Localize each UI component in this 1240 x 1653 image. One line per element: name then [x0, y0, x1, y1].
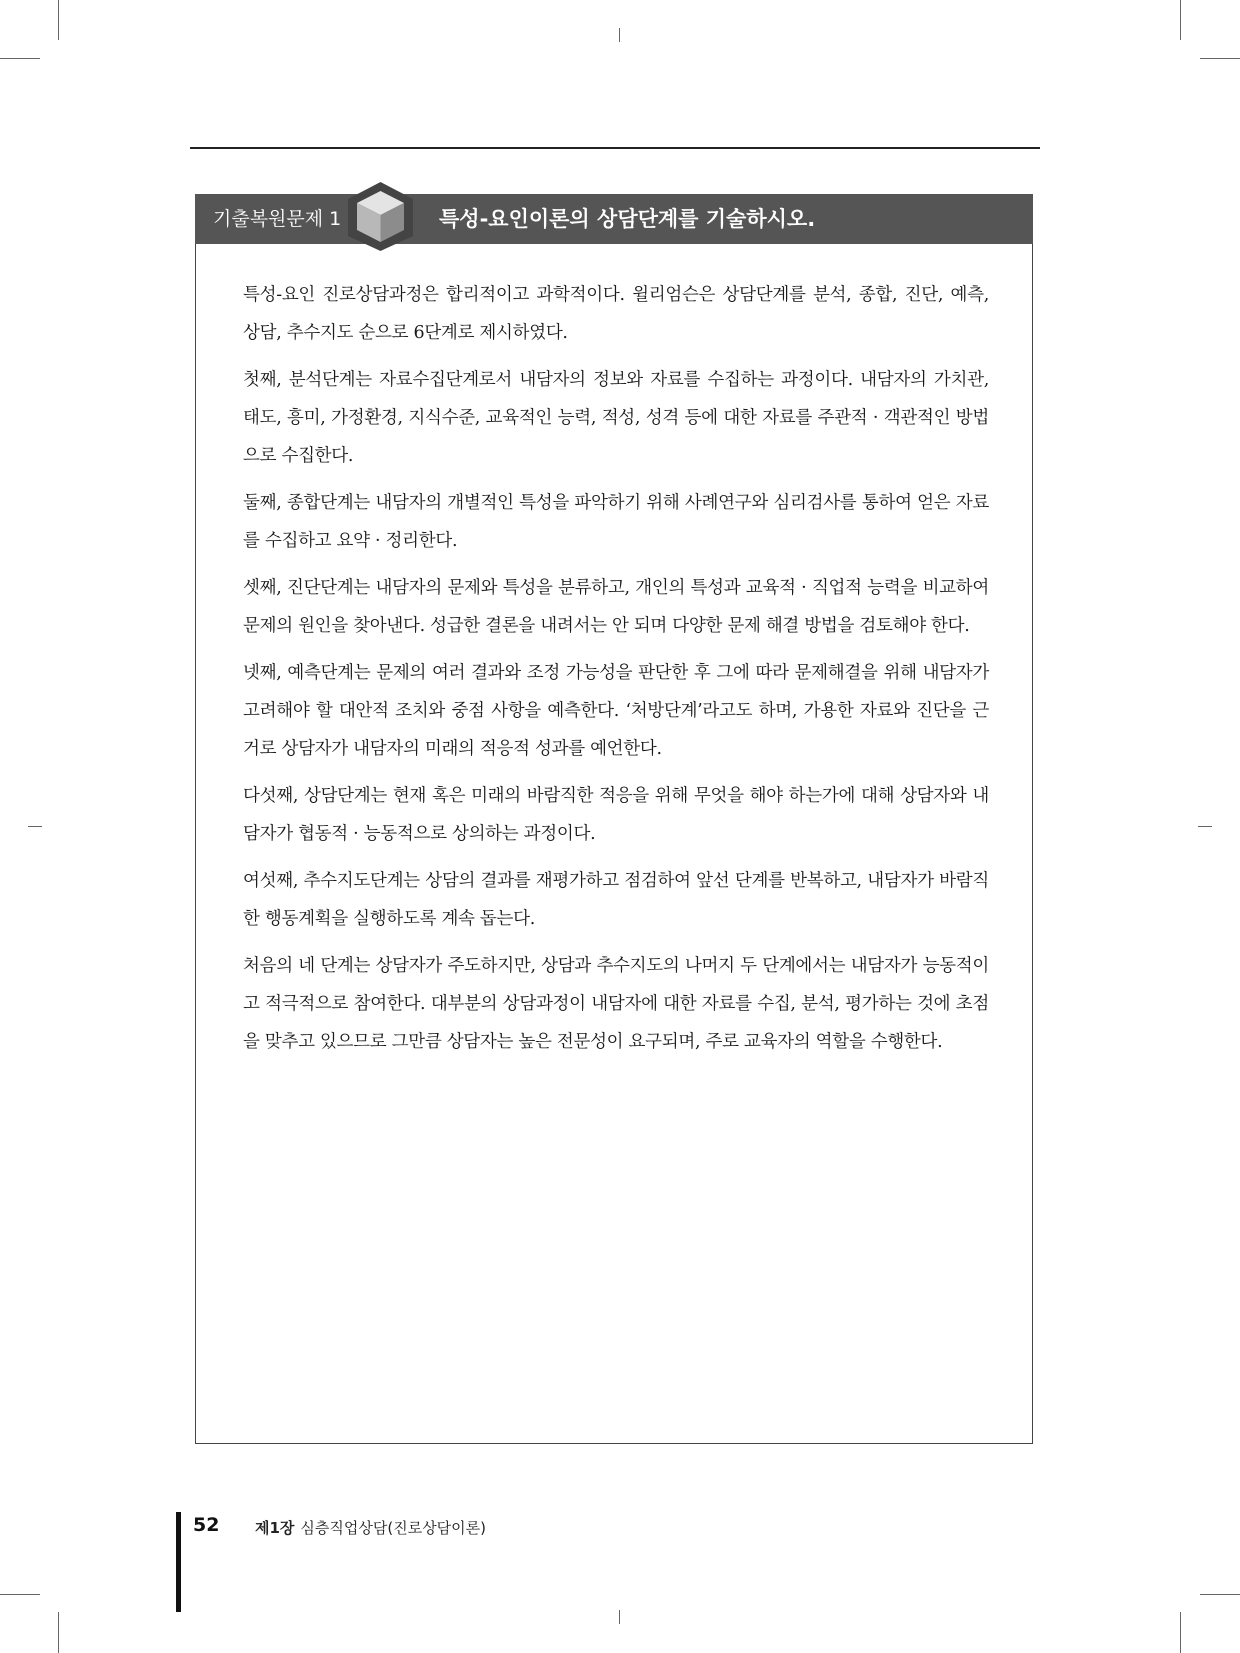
crop-mark: [0, 58, 40, 59]
question-label: 기출복원문제 1: [213, 208, 342, 230]
chapter-label: 제1장: [255, 1519, 295, 1537]
crop-mark: [58, 0, 59, 40]
crop-mark: [1200, 58, 1240, 59]
answer-body: [243, 276, 989, 1070]
chapter-title: 심층직업상담(진로상담이론): [300, 1519, 487, 1537]
paragraph: 다섯째, 상담단계는 현재 혹은 미래의 바람직한 적응을 위해 무엇을 해야 하는가에 대해 상담자와 내담자가 협동적 · 능동적으로 상의하는 과정이다.: [243, 786, 989, 844]
crop-mark: [619, 28, 620, 42]
paragraph: 여섯째, 추수지도단계는 상담의 결과를 재평가하고 점검하여 앞선 단계를 반복하고, 내담자가 바람직한 행동계획을 실행하도록 계속 돕는다.: [243, 871, 989, 929]
crop-mark: [0, 1594, 40, 1595]
crop-mark: [1180, 0, 1181, 40]
question-title: 특성-요인이론의 상담단계를 기술하시오.: [439, 207, 816, 231]
crop-mark: [1200, 1594, 1240, 1595]
paragraph: 특성-요인 진로상담과정은 합리적이고 과학적이다. 윌리엄슨은 상담단계를 분석, 종합, 진단, 예측, 상담, 추수지도 순으로 6단계로 제시하였다.: [243, 285, 989, 343]
page-number: 52: [193, 1514, 220, 1536]
chapter-info: [255, 1517, 486, 1538]
cube-icon: [343, 179, 418, 254]
paragraph: 넷째, 예측단계는 문제의 여러 결과와 조정 가능성을 판단한 후 그에 따라 문제해결을 위해 내담자가 고려해야 할 대안적 조치와 중점 사항을 예측한다. ‘처방단계’라고도 하며, 가용한 자료와 진단을 근거로 상담자가 내담자의 미래의 적응적 성과를 예언한다.: [243, 663, 989, 759]
crop-mark: [28, 826, 42, 827]
footer-bar: [176, 1512, 181, 1612]
paragraph: 둘째, 종합단계는 내담자의 개별적인 특성을 파악하기 위해 사례연구와 심리검사를 통하여 얻은 자료를 수집하고 요약 · 정리한다.: [243, 493, 989, 551]
crop-mark: [1180, 1612, 1181, 1653]
paragraph: 셋째, 진단단계는 내담자의 문제와 특성을 분류하고, 개인의 특성과 교육적 · 직업적 능력을 비교하여 문제의 원인을 찾아낸다. 성급한 결론을 내려서는 안 되며 다양한 문제 해결 방법을 검토해야 한다.: [243, 578, 989, 636]
crop-mark: [1198, 826, 1212, 827]
crop-mark: [619, 1610, 620, 1624]
paragraph: 첫째, 분석단계는 자료수집단계로서 내담자의 정보와 자료를 수집하는 과정이다. 내담자의 가치관, 태도, 흥미, 가정환경, 지식수준, 교육적인 능력, 적성, 성격 등에 대한 자료를 주관적 · 객관적인 방법으로 수집한다.: [243, 370, 989, 466]
paragraph: 처음의 네 단계는 상담자가 주도하지만, 상담과 추수지도의 나머지 두 단계에서는 내담자가 능동적이고 적극적으로 참여한다. 대부분의 상담과정이 내담자에 대한 자료를 수집, 분석, 평가하는 것에 초점을 맞추고 있으므로 그만큼 상담자는 높은 전문성이 요구되며, 주로 교육자의 역할을 수행한다.: [243, 956, 989, 1052]
top-rule: [190, 147, 1040, 149]
crop-mark: [58, 1612, 59, 1653]
